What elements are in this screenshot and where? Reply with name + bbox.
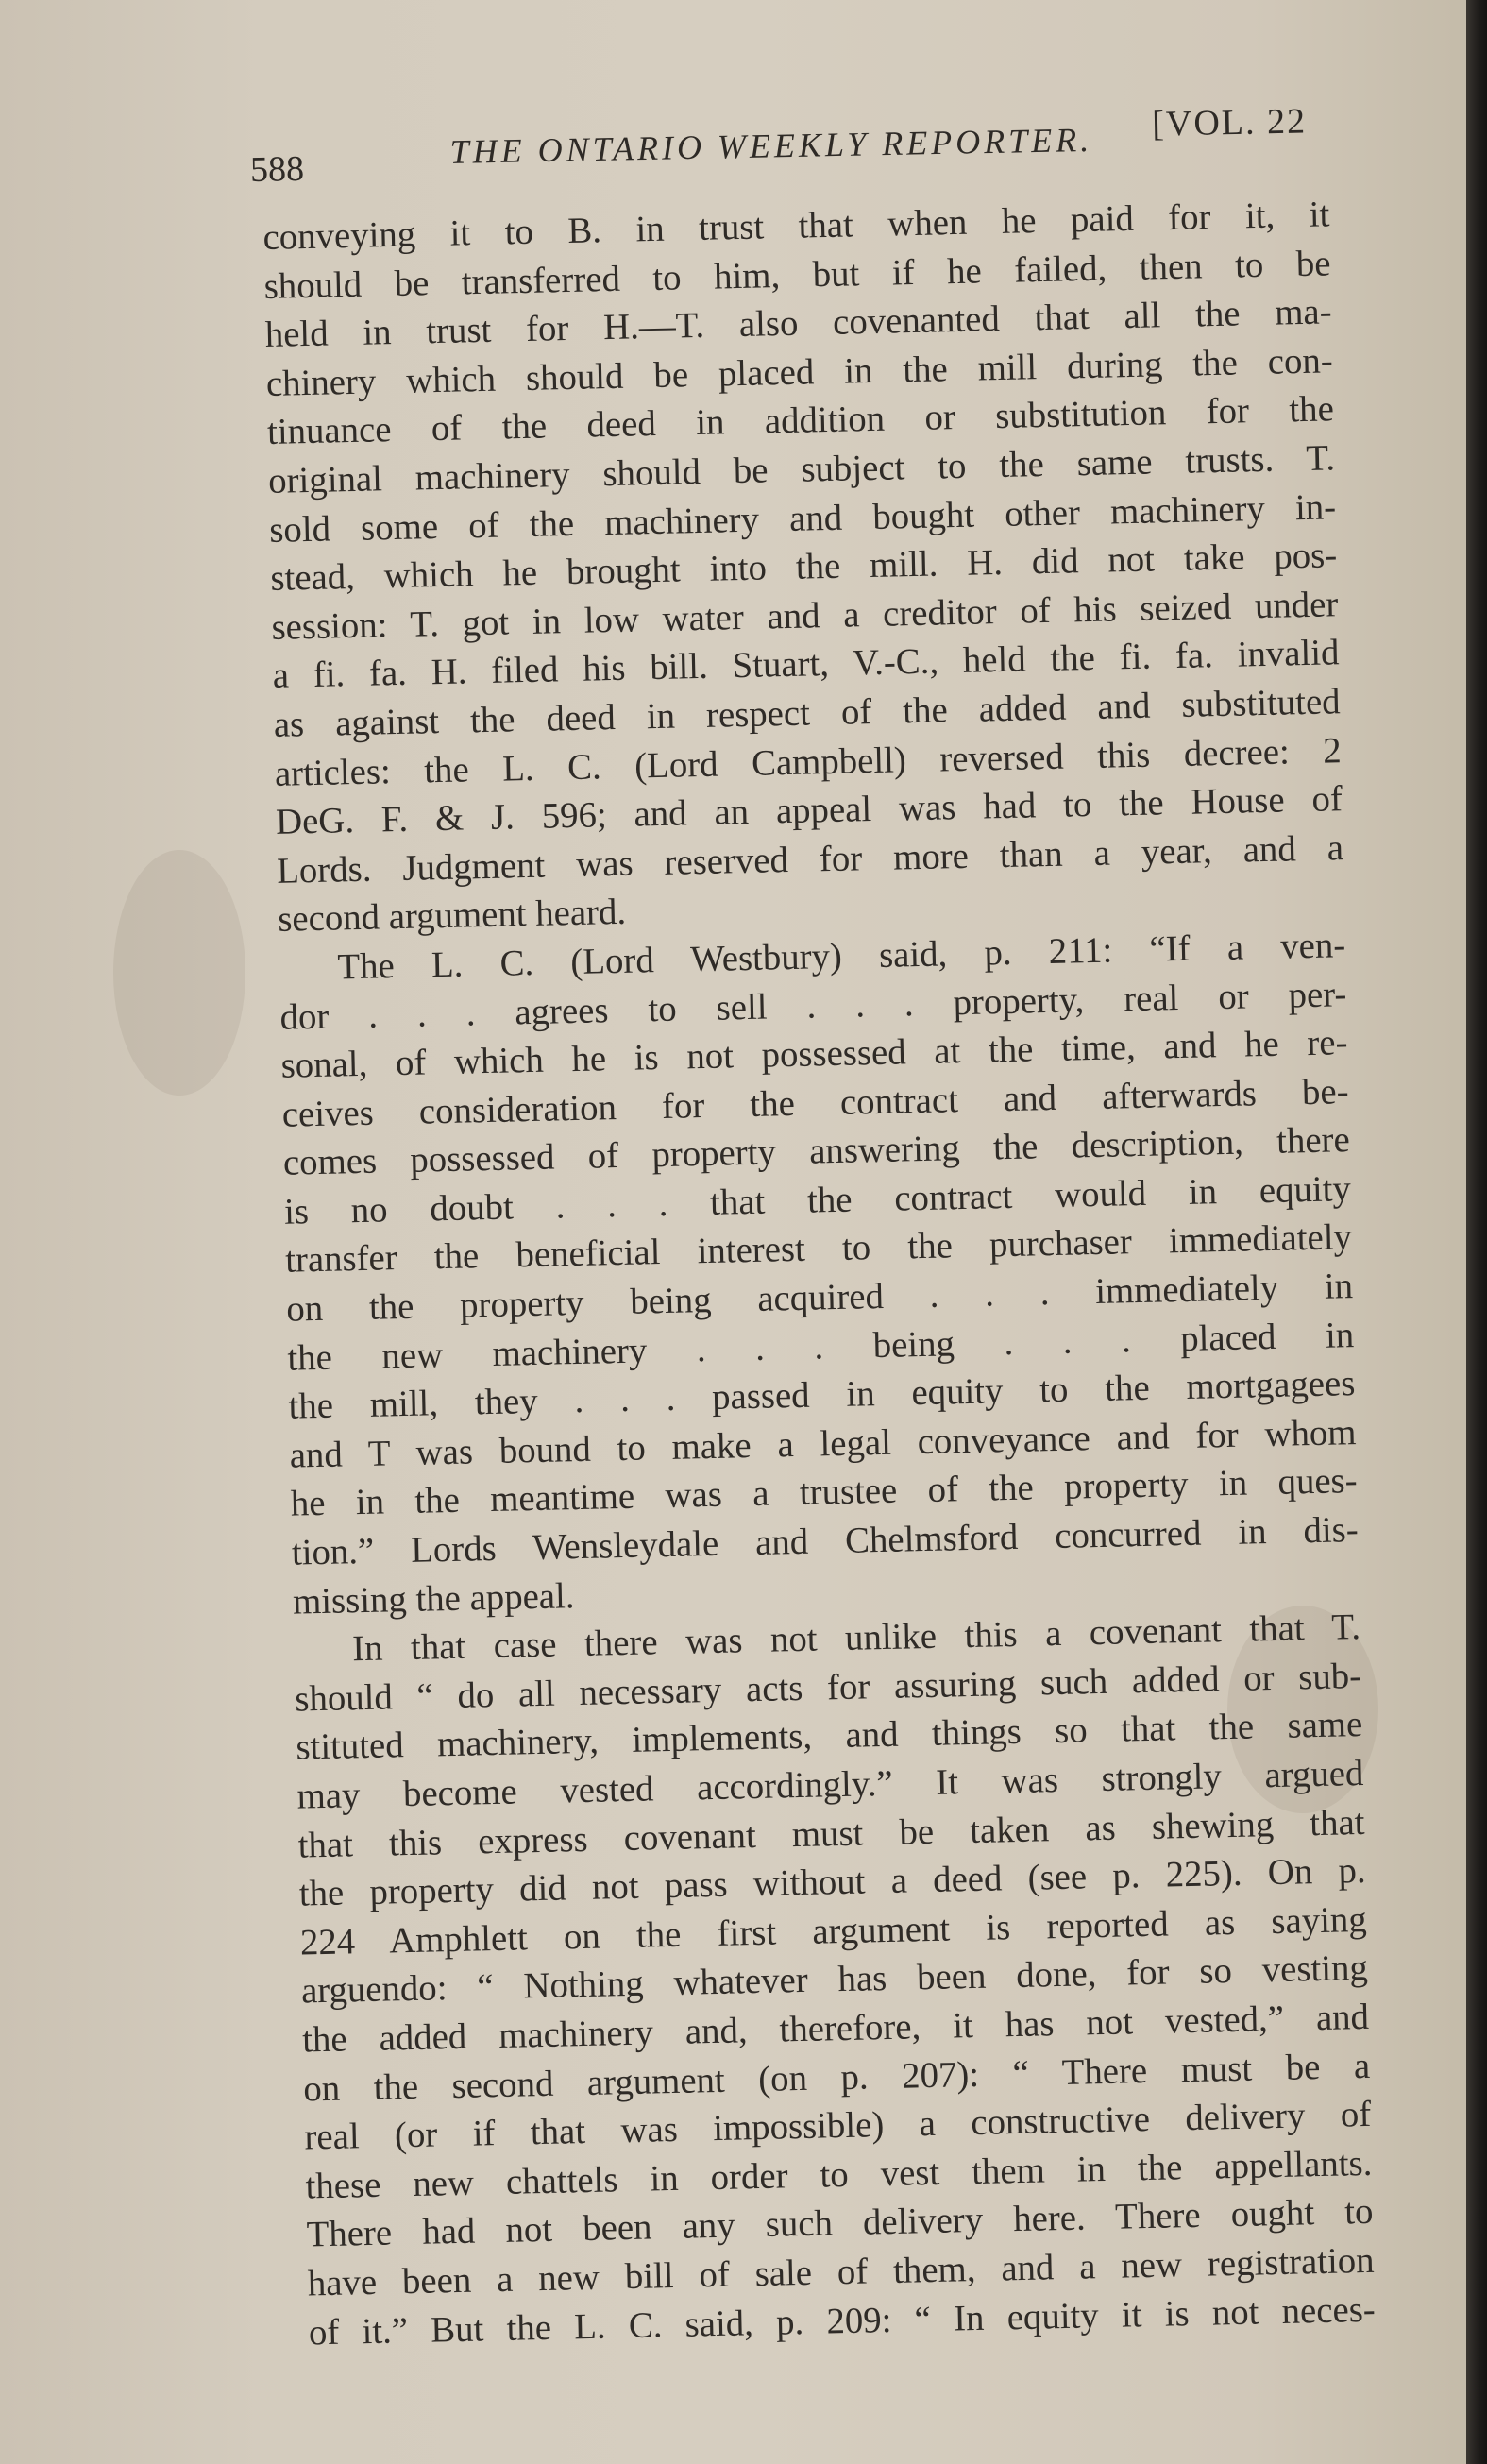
volume-label: [VOL. 22 (1151, 101, 1308, 144)
text-line: Lords. Judgment was reserved for more than a year, and a (276, 826, 1344, 892)
text-line: that this express covenant must be taken as shewing that (297, 1801, 1365, 1866)
text-line: may become vested accordingly.” It was strongly argued (296, 1752, 1364, 1817)
text-line: as against the deed in respect of the added and substituted (273, 681, 1342, 745)
paragraph-3 (294, 1603, 1377, 2356)
text-line: the property did not pass without a deed (see p. 225). On p. (298, 1850, 1367, 1914)
text-line: chinery which should be placed in the mill during the con- (265, 340, 1334, 404)
text-line: on the property being acquired . . . immediately in (285, 1266, 1354, 1330)
text-line: have been a new bill of sale of them, and a new registration (307, 2239, 1376, 2304)
text-line: should be transferred to him, but if he failed, then to be (263, 242, 1331, 307)
text-line: should “ do all necessary acts for assuring such added or sub- (294, 1655, 1362, 1720)
text-line: these new chattels in order to vest them in the appellants. (305, 2142, 1373, 2207)
text-line: original machinery should be subject to the same trusts. T. (267, 437, 1336, 501)
text-line: and T was bound to make a legal conveyance and for whom (289, 1411, 1357, 1476)
text-line: articles: the L. C. (Lord Campbell) reversed this decree: 2 (274, 729, 1343, 794)
text-line: the added machinery and, therefore, it has not vested,” and (301, 1996, 1370, 2061)
body-text (262, 190, 1376, 2356)
text-line: sonal, of which he is not possessed at the time, and he re- (280, 1022, 1348, 1086)
text-line: There had not been any such delivery here. There ought to (306, 2191, 1374, 2255)
text-line: the mill, they . . . passed in equity to the mortgagees (288, 1363, 1356, 1427)
paragraph-1 (262, 190, 1345, 943)
text-line: the new machinery . . . being . . . placed in (286, 1314, 1355, 1379)
paper-stain (113, 850, 245, 1096)
page-header (249, 100, 1317, 190)
page-number: 588 (249, 148, 305, 190)
text-line: stituted machinery, implements, and things so that the same (295, 1704, 1363, 1769)
text-line: transfer the beneficial interest to the purchaser immediately (284, 1216, 1353, 1282)
text-line: on the second argument (on p. 207): “ There must be a (302, 2045, 1371, 2110)
text-line: tion.” Lords Wensleydale and Chelmsford concurred in dis- (291, 1509, 1360, 1573)
text-line: is no doubt . . . that the contract would in equity (283, 1167, 1352, 1232)
text-line: 224 Amphlett on the first argument is reported as saying (299, 1898, 1368, 1963)
text-line: sold some of the machinery and bought other machinery in- (268, 485, 1337, 551)
paragraph-2 (279, 921, 1360, 1626)
text-line: arguendo: “ Nothing whatever has been done, for so vesting (300, 1947, 1369, 2012)
text-line: dor . . . agrees to sell . . . property, real or per- (279, 973, 1347, 1038)
text-line: DeG. F. & J. 596; and an appeal was had to the House of (275, 778, 1343, 842)
text-line: second argument heard. (277, 892, 627, 941)
text-line: real (or if that was impossible) a constructive delivery of (303, 2094, 1372, 2158)
text-line: held in trust for H.—T. also covenanted that all the ma- (264, 291, 1333, 356)
text-line: tinuance of the deed in addition or substitution for the (266, 388, 1335, 453)
text-line: he in the meantime was a trustee of the property in ques- (290, 1460, 1359, 1525)
text-line: In that case there was not unlike this a covenant that T. (351, 1606, 1361, 1670)
text-line: conveying it to B. in trust that when he paid for it, it (262, 194, 1330, 258)
text-line: comes possessed of property answering the description, there (282, 1119, 1351, 1184)
text-line: a fi. fa. H. filed his bill. Stuart, V.-C., held the fi. fa. invalid (272, 632, 1340, 697)
book-edge-shadow (1466, 0, 1487, 2464)
text-line: missing the appeal. (292, 1574, 575, 1623)
text-line: session: T. got in low water and a creditor of his seized under (271, 584, 1339, 648)
text-line: ceives consideration for the contract and afterwards be- (281, 1070, 1350, 1135)
text-line: stead, which he brought into the mill. H. did not take pos- (269, 535, 1338, 600)
running-title: THE ONTARIO WEEKLY REPORTER. (449, 120, 1093, 171)
text-line: The L. C. (Lord Westbury) said, p. 211: “If a ven- (336, 925, 1346, 988)
text-line: of it.” But the L. C. said, p. 209: “ In equity it is not neces- (308, 2288, 1377, 2353)
